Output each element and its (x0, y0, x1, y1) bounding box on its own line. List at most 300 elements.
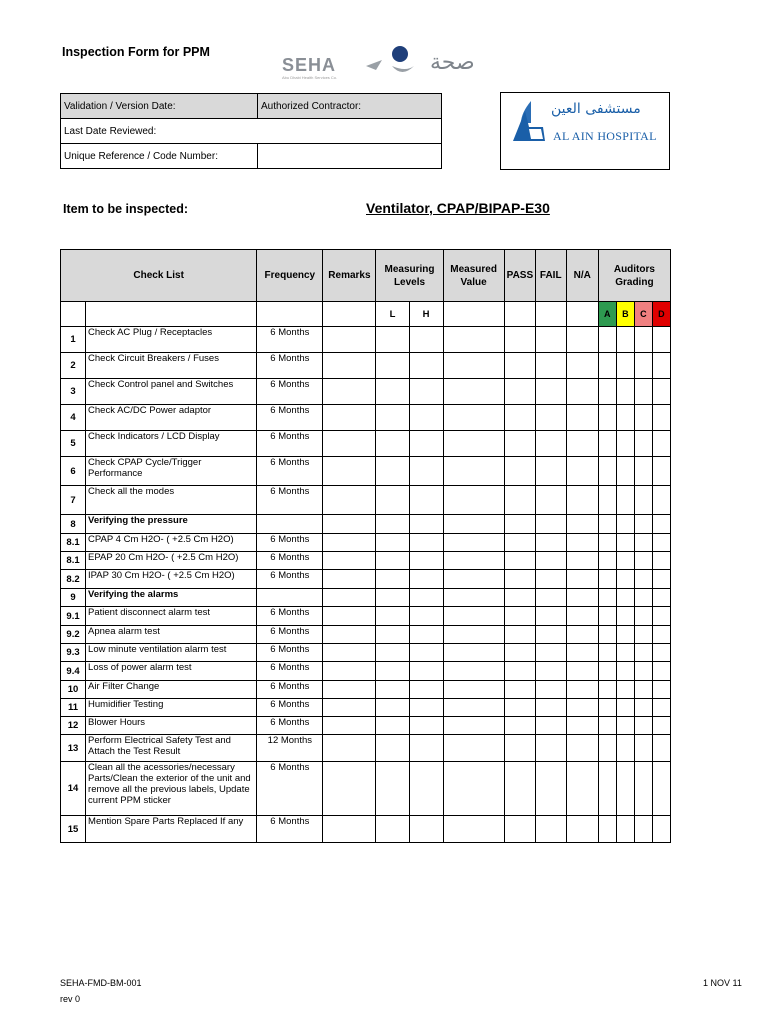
row-na-cell (566, 681, 598, 699)
row-grade-a-cell (598, 457, 616, 486)
subheader-blank (86, 302, 257, 327)
row-frequency: 6 Months (257, 717, 323, 735)
row-grade-a-cell (598, 589, 616, 607)
row-fail-cell (535, 762, 566, 816)
table-row (61, 405, 671, 431)
seha-logo (282, 44, 504, 82)
row-frequency: 6 Months (257, 457, 323, 486)
row-level-h-cell (409, 534, 443, 552)
row-pass-cell (504, 717, 535, 735)
row-grade-b-cell (616, 607, 634, 626)
table-row (61, 431, 671, 457)
row-level-h-cell (409, 431, 443, 457)
table-row (61, 681, 671, 699)
row-frequency: 6 Months (257, 762, 323, 816)
row-level-h-cell (409, 515, 443, 534)
row-fail-cell (535, 570, 566, 589)
row-remarks-cell (323, 431, 376, 457)
row-fail-cell (535, 327, 566, 353)
row-fail-cell (535, 405, 566, 431)
row-number: 8 (61, 515, 86, 534)
row-grade-c-cell (634, 644, 652, 662)
table-row (61, 327, 671, 353)
row-na-cell (566, 644, 598, 662)
row-level-l-cell (376, 699, 409, 717)
row-level-h-cell (409, 457, 443, 486)
table-row (61, 552, 671, 570)
last-reviewed-label-cell: Last Date Reviewed: (61, 119, 442, 144)
row-na-cell (566, 816, 598, 843)
row-level-l-cell (376, 589, 409, 607)
row-number: 9.2 (61, 626, 86, 644)
row-level-h-cell (409, 644, 443, 662)
row-frequency: 6 Months (257, 552, 323, 570)
row-fail-cell (535, 735, 566, 762)
row-frequency: 6 Months (257, 405, 323, 431)
row-number: 1 (61, 327, 86, 353)
row-measured-value-cell (443, 405, 504, 431)
footer-date: 1 NOV 11 (703, 978, 742, 988)
row-remarks-cell (323, 327, 376, 353)
row-grade-d-cell (652, 486, 670, 515)
row-checklist-text: Mention Spare Parts Replaced If any (86, 816, 257, 843)
row-na-cell (566, 607, 598, 626)
table-row (61, 570, 671, 589)
row-level-l-cell (376, 681, 409, 699)
row-number: 2 (61, 353, 86, 379)
row-grade-a-cell (598, 816, 616, 843)
row-pass-cell (504, 644, 535, 662)
subheader-blank (323, 302, 376, 327)
row-measured-value-cell (443, 486, 504, 515)
seha-logo-text: SEHA (282, 55, 337, 75)
row-pass-cell (504, 327, 535, 353)
row-grade-c-cell (634, 353, 652, 379)
footer-form-code: SEHA-FMD-BM-001 (60, 978, 142, 988)
row-measured-value-cell (443, 457, 504, 486)
row-grade-b-cell (616, 405, 634, 431)
row-na-cell (566, 353, 598, 379)
subheader-blank (535, 302, 566, 327)
row-level-h-cell (409, 353, 443, 379)
row-number: 6 (61, 457, 86, 486)
row-number: 4 (61, 405, 86, 431)
row-level-l-cell (376, 486, 409, 515)
row-frequency: 6 Months (257, 662, 323, 681)
row-level-l-cell (376, 626, 409, 644)
row-remarks-cell (323, 699, 376, 717)
row-remarks-cell (323, 717, 376, 735)
row-grade-b-cell (616, 717, 634, 735)
row-checklist-text: Verifying the alarms (86, 589, 257, 607)
row-frequency: 6 Months (257, 353, 323, 379)
row-grade-c-cell (634, 607, 652, 626)
row-grade-b-cell (616, 534, 634, 552)
row-measured-value-cell (443, 717, 504, 735)
row-level-l-cell (376, 515, 409, 534)
row-checklist-text: Low minute ventilation alarm test (86, 644, 257, 662)
row-na-cell (566, 379, 598, 405)
row-frequency: 6 Months (257, 816, 323, 843)
row-grade-c-cell (634, 405, 652, 431)
row-number: 8.1 (61, 534, 86, 552)
row-fail-cell (535, 534, 566, 552)
row-grade-a-cell (598, 534, 616, 552)
row-pass-cell (504, 457, 535, 486)
row-level-h-cell (409, 681, 443, 699)
row-remarks-cell (323, 762, 376, 816)
subheader-blank (566, 302, 598, 327)
row-measured-value-cell (443, 762, 504, 816)
row-grade-a-cell (598, 552, 616, 570)
row-na-cell (566, 515, 598, 534)
row-na-cell (566, 717, 598, 735)
row-grade-c-cell (634, 699, 652, 717)
table-row (61, 607, 671, 626)
row-fail-cell (535, 457, 566, 486)
row-grade-b-cell (616, 589, 634, 607)
table-row (61, 589, 671, 607)
row-grade-b-cell (616, 735, 634, 762)
row-checklist-text: Check Indicators / LCD Display (86, 431, 257, 457)
row-pass-cell (504, 353, 535, 379)
row-level-l-cell (376, 379, 409, 405)
row-grade-c-cell (634, 570, 652, 589)
row-number: 9 (61, 589, 86, 607)
row-grade-d-cell (652, 457, 670, 486)
row-grade-a-cell (598, 570, 616, 589)
row-pass-cell (504, 379, 535, 405)
row-number: 3 (61, 379, 86, 405)
row-pass-cell (504, 735, 535, 762)
row-level-h-cell (409, 816, 443, 843)
row-number: 9.1 (61, 607, 86, 626)
row-fail-cell (535, 552, 566, 570)
row-grade-b-cell (616, 379, 634, 405)
row-checklist-text: Patient disconnect alarm test (86, 607, 257, 626)
row-level-l-cell (376, 717, 409, 735)
row-fail-cell (535, 681, 566, 699)
row-level-l-cell (376, 552, 409, 570)
col-fail: FAIL (535, 250, 566, 302)
row-frequency: 6 Months (257, 699, 323, 717)
row-measured-value-cell (443, 515, 504, 534)
row-grade-b-cell (616, 762, 634, 816)
row-measured-value-cell (443, 379, 504, 405)
row-grade-d-cell (652, 353, 670, 379)
row-frequency: 6 Months (257, 431, 323, 457)
row-level-l-cell (376, 735, 409, 762)
row-grade-c-cell (634, 717, 652, 735)
row-number: 9.4 (61, 662, 86, 681)
reference-value-cell (258, 144, 442, 169)
col-measured-value: Measured Value (443, 250, 504, 302)
row-level-l-cell (376, 662, 409, 681)
row-level-h-cell (409, 699, 443, 717)
item-value: Ventilator, CPAP/BIPAP-E30 (366, 200, 550, 216)
row-grade-d-cell (652, 515, 670, 534)
row-measured-value-cell (443, 699, 504, 717)
row-fail-cell (535, 717, 566, 735)
row-checklist-text: Check Circuit Breakers / Fuses (86, 353, 257, 379)
row-number: 5 (61, 431, 86, 457)
row-grade-c-cell (634, 534, 652, 552)
row-grade-c-cell (634, 816, 652, 843)
row-grade-a-cell (598, 699, 616, 717)
row-checklist-text: Check Control panel and Switches (86, 379, 257, 405)
row-level-h-cell (409, 405, 443, 431)
row-number: 15 (61, 816, 86, 843)
row-grade-b-cell (616, 662, 634, 681)
row-na-cell (566, 699, 598, 717)
row-frequency: 6 Months (257, 486, 323, 515)
row-remarks-cell (323, 534, 376, 552)
row-fail-cell (535, 816, 566, 843)
row-na-cell (566, 486, 598, 515)
row-grade-c-cell (634, 486, 652, 515)
row-checklist-text: IPAP 30 Cm H2O- ( +2.5 Cm H2O) (86, 570, 257, 589)
row-level-h-cell (409, 570, 443, 589)
row-checklist-text: EPAP 20 Cm H2O- ( +2.5 Cm H2O) (86, 552, 257, 570)
row-measured-value-cell (443, 570, 504, 589)
row-grade-b-cell (616, 699, 634, 717)
row-na-cell (566, 457, 598, 486)
row-grade-b-cell (616, 486, 634, 515)
row-measured-value-cell (443, 626, 504, 644)
row-level-h-cell (409, 589, 443, 607)
seha-swoosh-icon (362, 44, 422, 82)
row-checklist-text: Humidifier Testing (86, 699, 257, 717)
row-checklist-text: Air Filter Change (86, 681, 257, 699)
row-grade-d-cell (652, 717, 670, 735)
row-grade-b-cell (616, 570, 634, 589)
grade-c-header: C (634, 302, 652, 327)
row-level-h-cell (409, 607, 443, 626)
row-checklist-text: Verifying the pressure (86, 515, 257, 534)
row-remarks-cell (323, 662, 376, 681)
row-frequency: 6 Months (257, 644, 323, 662)
row-grade-d-cell (652, 644, 670, 662)
row-pass-cell (504, 589, 535, 607)
row-remarks-cell (323, 607, 376, 626)
row-measured-value-cell (443, 327, 504, 353)
row-frequency: 6 Months (257, 327, 323, 353)
row-fail-cell (535, 589, 566, 607)
row-level-h-cell (409, 662, 443, 681)
hospital-logo-arabic: مستشفى العين (551, 101, 641, 117)
row-grade-d-cell (652, 379, 670, 405)
row-remarks-cell (323, 644, 376, 662)
subheader-blank (443, 302, 504, 327)
row-pass-cell (504, 699, 535, 717)
row-number: 8.2 (61, 570, 86, 589)
row-level-h-cell (409, 486, 443, 515)
row-level-l-cell (376, 327, 409, 353)
col-pass: PASS (504, 250, 535, 302)
row-grade-d-cell (652, 681, 670, 699)
checklist-table (60, 249, 671, 843)
row-grade-c-cell (634, 681, 652, 699)
table-row (61, 534, 671, 552)
row-na-cell (566, 570, 598, 589)
row-grade-b-cell (616, 353, 634, 379)
row-level-h-cell (409, 762, 443, 816)
row-grade-b-cell (616, 327, 634, 353)
row-fail-cell (535, 353, 566, 379)
row-remarks-cell (323, 486, 376, 515)
row-frequency: 6 Months (257, 570, 323, 589)
row-grade-d-cell (652, 699, 670, 717)
row-measured-value-cell (443, 735, 504, 762)
hospital-logo-name: AL AIN HOSPITAL (553, 129, 657, 143)
col-checklist: Check List (61, 250, 257, 302)
row-measured-value-cell (443, 552, 504, 570)
row-fail-cell (535, 379, 566, 405)
row-frequency: 12 Months (257, 735, 323, 762)
row-frequency (257, 589, 323, 607)
row-remarks-cell (323, 735, 376, 762)
col-frequency: Frequency (257, 250, 323, 302)
row-frequency: 6 Months (257, 681, 323, 699)
table-row (61, 457, 671, 486)
row-fail-cell (535, 431, 566, 457)
table-row (61, 644, 671, 662)
row-remarks-cell (323, 570, 376, 589)
row-grade-d-cell (652, 816, 670, 843)
grade-b-header: B (616, 302, 634, 327)
row-frequency (257, 515, 323, 534)
checklist-rows (61, 327, 671, 843)
row-grade-a-cell (598, 379, 616, 405)
row-remarks-cell (323, 626, 376, 644)
row-na-cell (566, 626, 598, 644)
subheader-blank (504, 302, 535, 327)
row-grade-a-cell (598, 762, 616, 816)
row-pass-cell (504, 405, 535, 431)
validation-label-cell: Validation / Version Date: (61, 94, 258, 119)
row-checklist-text: Apnea alarm test (86, 626, 257, 644)
table-row (61, 626, 671, 644)
row-grade-b-cell (616, 626, 634, 644)
seha-logo-arabic: صحة (430, 50, 475, 75)
row-grade-b-cell (616, 552, 634, 570)
row-pass-cell (504, 607, 535, 626)
row-measured-value-cell (443, 353, 504, 379)
row-grade-a-cell (598, 626, 616, 644)
form-title: Inspection Form for PPM (62, 45, 210, 59)
row-level-l-cell (376, 534, 409, 552)
row-grade-d-cell (652, 431, 670, 457)
row-grade-d-cell (652, 607, 670, 626)
row-measured-value-cell (443, 816, 504, 843)
row-level-l-cell (376, 816, 409, 843)
row-remarks-cell (323, 816, 376, 843)
row-measured-value-cell (443, 644, 504, 662)
row-level-l-cell (376, 762, 409, 816)
row-grade-d-cell (652, 735, 670, 762)
row-remarks-cell (323, 457, 376, 486)
row-grade-c-cell (634, 457, 652, 486)
row-fail-cell (535, 662, 566, 681)
row-pass-cell (504, 515, 535, 534)
document-info-table (60, 93, 442, 169)
row-grade-d-cell (652, 762, 670, 816)
row-remarks-cell (323, 681, 376, 699)
row-number: 9.3 (61, 644, 86, 662)
row-checklist-text: Check all the modes (86, 486, 257, 515)
table-row (61, 515, 671, 534)
row-grade-a-cell (598, 405, 616, 431)
row-remarks-cell (323, 405, 376, 431)
row-grade-d-cell (652, 570, 670, 589)
row-fail-cell (535, 699, 566, 717)
reference-label-cell: Unique Reference / Code Number: (61, 144, 258, 169)
row-grade-d-cell (652, 662, 670, 681)
row-fail-cell (535, 644, 566, 662)
hospital-logo (500, 92, 670, 170)
row-level-h-cell (409, 735, 443, 762)
row-grade-c-cell (634, 626, 652, 644)
row-number: 14 (61, 762, 86, 816)
row-na-cell (566, 589, 598, 607)
row-checklist-text: Check CPAP Cycle/Trigger Performance (86, 457, 257, 486)
row-measured-value-cell (443, 534, 504, 552)
row-grade-c-cell (634, 762, 652, 816)
table-row (61, 486, 671, 515)
row-na-cell (566, 662, 598, 681)
row-pass-cell (504, 662, 535, 681)
row-fail-cell (535, 486, 566, 515)
row-grade-a-cell (598, 681, 616, 699)
row-grade-a-cell (598, 735, 616, 762)
row-measured-value-cell (443, 607, 504, 626)
row-pass-cell (504, 534, 535, 552)
row-grade-c-cell (634, 515, 652, 534)
row-grade-d-cell (652, 626, 670, 644)
table-row (61, 816, 671, 843)
row-grade-a-cell (598, 327, 616, 353)
row-na-cell (566, 552, 598, 570)
row-fail-cell (535, 626, 566, 644)
row-level-l-cell (376, 405, 409, 431)
row-remarks-cell (323, 589, 376, 607)
row-pass-cell (504, 431, 535, 457)
level-l-header: L (376, 302, 409, 327)
row-number: 12 (61, 717, 86, 735)
grade-d-header: D (652, 302, 670, 327)
row-measured-value-cell (443, 662, 504, 681)
row-grade-c-cell (634, 735, 652, 762)
col-na: N/A (566, 250, 598, 302)
row-level-l-cell (376, 644, 409, 662)
row-pass-cell (504, 626, 535, 644)
subheader-blank (257, 302, 323, 327)
item-label: Item to be inspected: (63, 202, 189, 216)
row-frequency: 6 Months (257, 379, 323, 405)
table-row (61, 379, 671, 405)
row-grade-c-cell (634, 552, 652, 570)
footer-revision: rev 0 (60, 994, 81, 1004)
table-row (61, 353, 671, 379)
contractor-label-cell: Authorized Contractor: (258, 94, 442, 119)
row-grade-a-cell (598, 644, 616, 662)
row-grade-b-cell (616, 644, 634, 662)
row-checklist-text: Check AC Plug / Receptacles (86, 327, 257, 353)
row-level-l-cell (376, 431, 409, 457)
row-grade-a-cell (598, 431, 616, 457)
row-remarks-cell (323, 353, 376, 379)
row-frequency: 6 Months (257, 534, 323, 552)
